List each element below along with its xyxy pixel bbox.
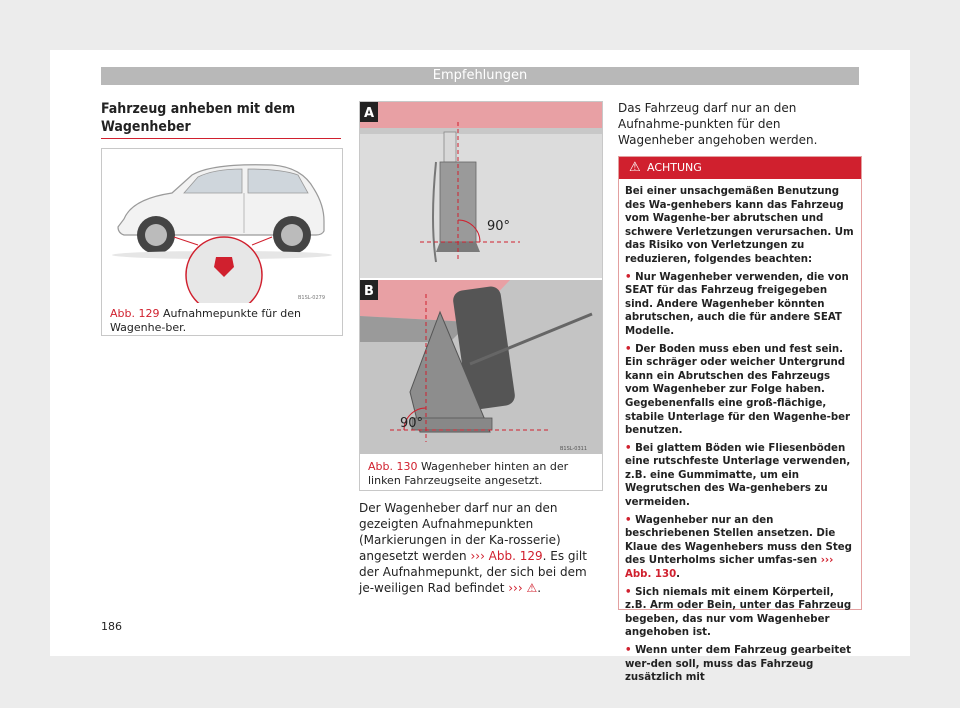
middle-text-1: Der Wagenheber darf nur an den gezeigten Aufnahmepunkten (Markierungen in der Ka-rosserie) angesetzt werden [359, 501, 561, 563]
page-title: Fahrzeug anheben mit dem Wagenheber [101, 101, 296, 135]
figure-130-number: Abb. 130 [368, 460, 418, 473]
warning-bullet: • Sich niemals mit einem Körperteil, z.B. Arm oder Bein, unter das Fahrzeug begeben, das nur vom Wagenheber angehoben ist. [625, 586, 852, 639]
figure-129-caption-text: Aufnahmepunkte für den Wagenhe-ber. [110, 307, 301, 334]
ref-warning[interactable]: ››› [508, 581, 523, 595]
figure-130-caption-text: Wagenheber hinten an der linken Fahrzeugseite angesetzt. [368, 460, 569, 487]
angle-a-label: 90° [487, 219, 511, 234]
ref-abb-130[interactable]: ››› Abb. 130 [625, 555, 834, 581]
warning-bullet: • Bei glattem Böden wie Fliesenböden eine rutschfeste Unterlage verwenden, z.B. eine Gummimatte, um ein Wegrutschen des Wa-genhebers zu vermeiden. [625, 442, 851, 509]
svg-text:B1SL-0311: B1SL-0311 [560, 446, 588, 452]
warning-triangle-icon: ⚠ [629, 160, 641, 175]
middle-paragraph [359, 500, 601, 596]
warning-bullet: • Wenn unter dem Fahrzeug gearbeitet wer-den soll, muss das Fahrzeug zusätzlich mit [625, 645, 852, 684]
panel-b-label: B [364, 284, 374, 299]
figure-130 [359, 101, 603, 491]
warning-bullet: • Wagenheber nur an den beschriebenen Stellen ansetzen. Die Klaue des Wagenhebers muss den Steg des Unterholms sicher umfas-sen ››› Abb. 130. [625, 514, 852, 581]
right-paragraph: Das Fahrzeug darf nur an den Aufnahme-punkten für den Wagenheber angehoben werden. [618, 101, 818, 147]
warning-box [618, 156, 862, 684]
panel-a-label: A [364, 106, 375, 121]
title-rule [101, 138, 341, 139]
warning-header [619, 157, 861, 179]
figure-129-caption [110, 307, 336, 335]
jack-illustration [360, 102, 602, 454]
warning-title: ACHTUNG [647, 161, 702, 174]
section-header: Empfehlungen [101, 67, 859, 85]
svg-text:B1SL-0279: B1SL-0279 [298, 295, 326, 301]
figure-129 [101, 148, 343, 336]
warning-body [619, 179, 861, 685]
middle-text-3: . [537, 581, 542, 595]
warning-intro: Bei einer unsachgemäßen Benutzung des Wa-genhebers kann das Fahrzeug vom Wagenhe-ber abrutschen und schwere Verletzungen verursachen. Um das Risiko von Verletzungen zu reduzieren, folgendes beachten: [625, 186, 854, 265]
page-number: 186 [101, 620, 122, 633]
figure-130-caption [368, 460, 596, 488]
car-side-illustration [102, 149, 342, 303]
warning-bullet: • Der Boden muss eben und fest sein. Ein schräger oder weicher Untergrund kann ein Abrutschen des Fahrzeugs vom Wagenheber zur Folge haben. Gegebenenfalls eine groß-flächige, stabile Unterlage für den Wagenhe-ber benutzen. [625, 343, 851, 437]
angle-b-label: 90° [400, 416, 424, 431]
figure-129-number: Abb. 129 [110, 307, 160, 320]
warning-bullet: • Nur Wagenheber verwenden, die von SEAT für das Fahrzeug freigegeben sind. Andere Wagenheber könnten abrutschen, auch die für andere SEAT Modelle. [625, 271, 849, 337]
middle-text-2: . Es gilt der Aufnahmepunkt, der sich bei dem je-weiligen Rad befindet [359, 549, 587, 595]
warning-triangle-icon: ⚠ [526, 581, 538, 595]
ref-abb-129[interactable]: ››› Abb. 129 [470, 549, 543, 563]
